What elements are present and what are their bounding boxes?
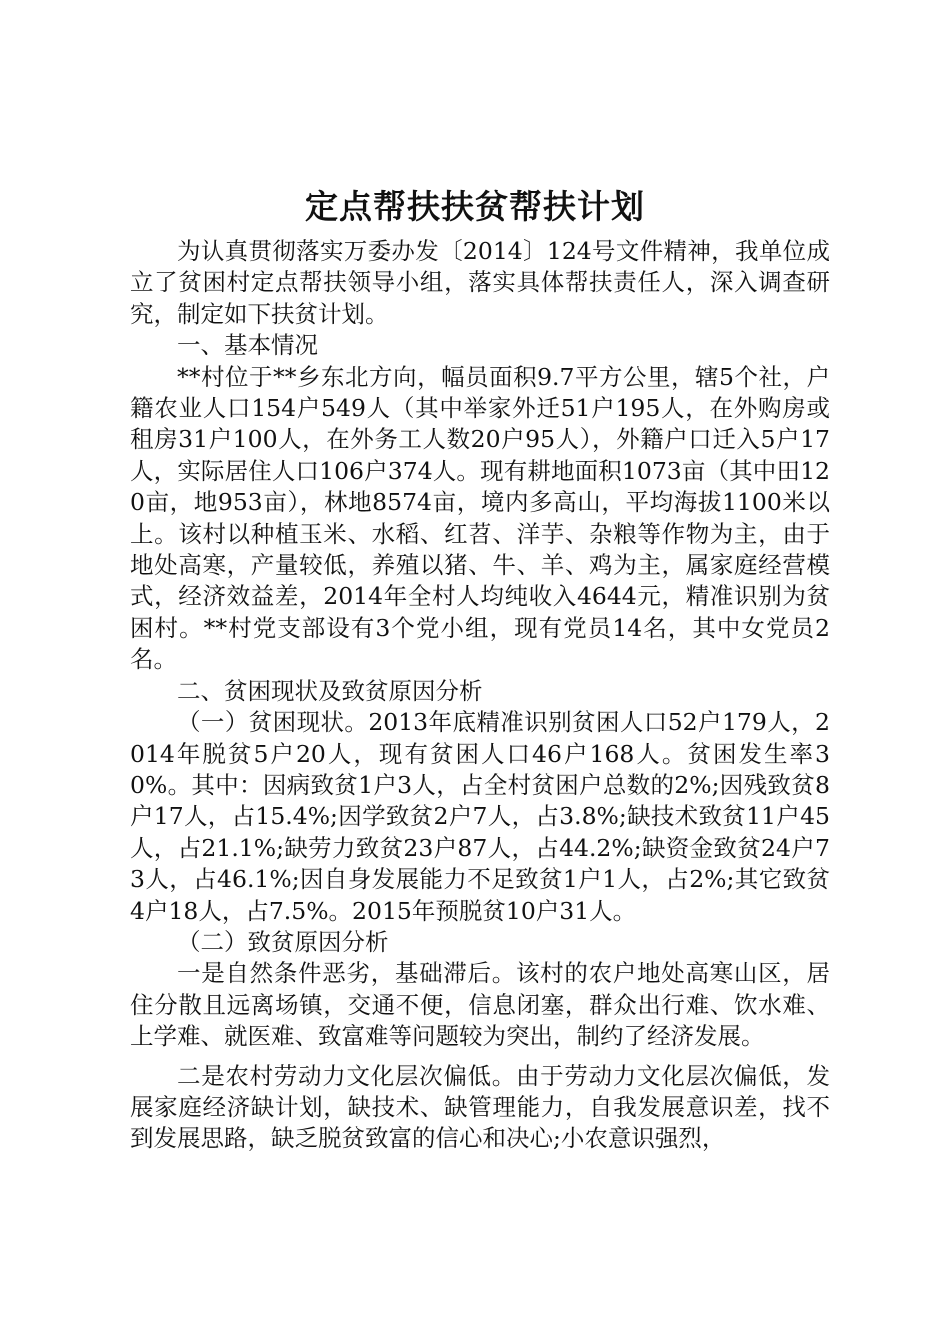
poverty-status-paragraph: （一）贫困现状。2013年底精准识别贫困人口52户179人，2014年脱贫5户20人，现有贫困人口46户168人。贫困发生率30%。其中：因病致贫1户3人，占全村贫困户总数的2%;因残致贫8户17人，占15.4%;因学致贫2户7人，占3.8%;缺技术致贫11户45人，占21.1%;缺劳力致贫23户87人，占44.2%;缺资金致贫24户73人，占46.1%;因自身发展能力不足致贫1户1人，占2%;其它致贫4户18人，占7.5%。2015年预脱贫10户31人。 (130, 708, 830, 925)
cause-two-paragraph: 二是农村劳动力文化层次偏低。由于劳动力文化层次偏低，发展家庭经济缺计划，缺技术、缺管理能力，自我发展意识差，找不到发展思路，缺乏脱贫致富的信心和决心;小农意识强烈， (130, 1061, 830, 1153)
basic-situation-paragraph: **村位于**乡东北方向，幅员面积9.7平方公里，辖5个社，户籍农业人口154户549人（其中举家外迁51户195人，在外购房或租房31户100人，在外务工人数20户95人），外籍户口迁入5户17人，实际居住人口106户374人。现有耕地面积1073亩（其中田120亩，地953亩），林地8574亩，境内多高山，平均海拔1100米以上。该村以种植玉米、水稻、红苕、洋芋、杂粮等作物为主，由于地处高寒，产量较低，养殖以猪、牛、羊、鸡为主，属家庭经营模式，经济效益差，2014年全村人均纯收入4644元，精准识别为贫困村。**村党支部设有3个党小组，现有党员14名，其中女党员2名。 (130, 362, 830, 674)
document-title: 定点帮扶扶贫帮扶计划 (305, 187, 645, 226)
document-body (130, 236, 830, 1155)
section-heading-basic-situation: 一、基本情况 (177, 331, 318, 360)
section-heading-poverty-analysis: 二、贫困现状及致贫原因分析 (177, 676, 483, 705)
intro-paragraph: 为认真贯彻落实万委办发〔2014〕124号文件精神，我单位成立了贫困村定点帮扶领导小组，落实具体帮扶责任人，深入调查研究，制定如下扶贫计划。 (130, 237, 830, 328)
subheading-cause-analysis: （二）致贫原因分析 (177, 927, 389, 956)
cause-one-paragraph: 一是自然条件恶劣，基础滞后。该村的农户地处高寒山区，居住分散且远离场镇，交通不便，信息闭塞，群众出行难、饮水难、上学难、就医难、致富难等问题较为突出，制约了经济发展。 (130, 959, 830, 1051)
